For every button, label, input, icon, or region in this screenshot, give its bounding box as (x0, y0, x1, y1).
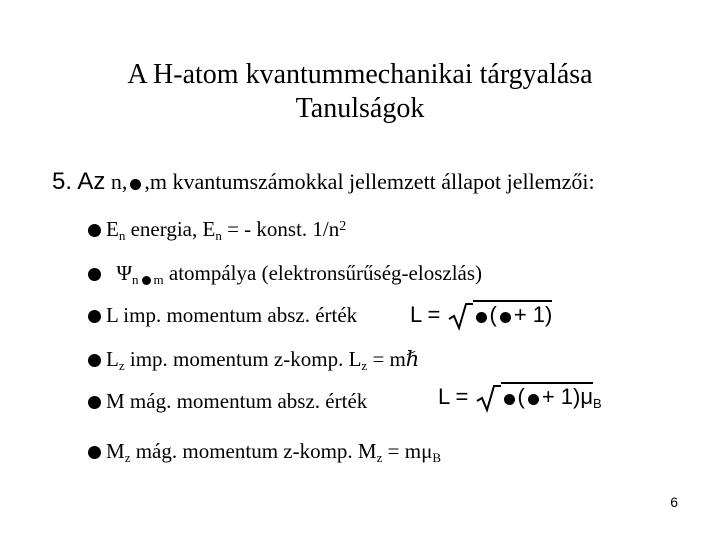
list-item-Lz (88, 344, 419, 374)
bullet-icon (88, 268, 101, 281)
item-sub: m (153, 272, 164, 287)
item-text: M mág. momentum absz. érték (106, 389, 368, 413)
formula-radicand (501, 382, 594, 409)
formula-paren: ( (489, 302, 497, 327)
item-sub: n (215, 228, 222, 243)
item-sub: n (118, 228, 126, 243)
formula-L-abs (410, 300, 552, 331)
item-text: imp. momentum z-komp. L (124, 347, 362, 371)
item-text: atompálya (elektronsűrűség-eloszlás) (163, 261, 483, 285)
formula-M-abs (438, 382, 602, 413)
sqrt-icon (475, 383, 501, 413)
intro-lead: 5. Az (52, 168, 106, 195)
item-text: = m (367, 347, 406, 371)
item-text: mág. momentum z-komp. M (130, 439, 377, 463)
item-text: L imp. momentum absz. érték (106, 303, 358, 327)
psi-symbol: Ψ (116, 261, 132, 285)
bullet-icon (88, 446, 101, 459)
ell-symbol-icon (528, 394, 539, 405)
item-sub: B (432, 450, 441, 465)
ell-symbol-icon (130, 179, 141, 190)
bullet-icon (88, 310, 101, 323)
list-item-energy (88, 214, 346, 244)
formula-plus: + 1)μ (541, 384, 594, 409)
sqrt-icon (447, 301, 473, 331)
formula-paren: ( (517, 384, 525, 409)
formula-radicand (473, 300, 553, 327)
ell-symbol-icon (504, 394, 515, 405)
list-item-L-abs (88, 300, 357, 330)
item-sub: z (118, 358, 125, 373)
item-lead: M (106, 439, 125, 463)
formula-lhs: L = (438, 384, 469, 409)
ell-symbol-icon (142, 276, 151, 285)
bullet-icon (88, 396, 101, 409)
bullet-icon (88, 354, 101, 367)
item-sup: 2 (339, 219, 347, 234)
title-line-1: A H-atom kvantummechanikai tárgyalása (127, 59, 593, 90)
title-line-2: Tanulságok (295, 93, 425, 124)
formula-sub: B (593, 396, 602, 411)
list-item-orbital (88, 258, 482, 288)
list-item-Mz (88, 436, 441, 466)
intro-n: n, (110, 169, 128, 194)
item-lead: L (106, 347, 119, 371)
item-sub: z (124, 450, 131, 465)
ell-symbol-icon (476, 312, 487, 323)
intro-line (52, 168, 595, 196)
item-text: = - konst. 1/n (221, 217, 340, 241)
intro-rest: ,m kvantumszámokkal jellemzett állapot jellemzői: (144, 169, 595, 194)
item-lead: E (106, 217, 119, 241)
slide-title (0, 58, 720, 126)
bullet-icon (88, 224, 101, 237)
formula-lhs: L = (410, 302, 441, 327)
page-number: 6 (670, 494, 678, 510)
ell-symbol-icon (500, 312, 511, 323)
hbar-symbol: ℏ (405, 347, 420, 371)
item-sub: z (376, 450, 383, 465)
item-sub: n (132, 272, 139, 287)
formula-plus: + 1) (513, 302, 553, 327)
item-sub: z (361, 358, 368, 373)
list-item-M-abs (88, 386, 367, 416)
item-text: = mμ (382, 439, 433, 463)
item-text: energia, E (125, 217, 216, 241)
